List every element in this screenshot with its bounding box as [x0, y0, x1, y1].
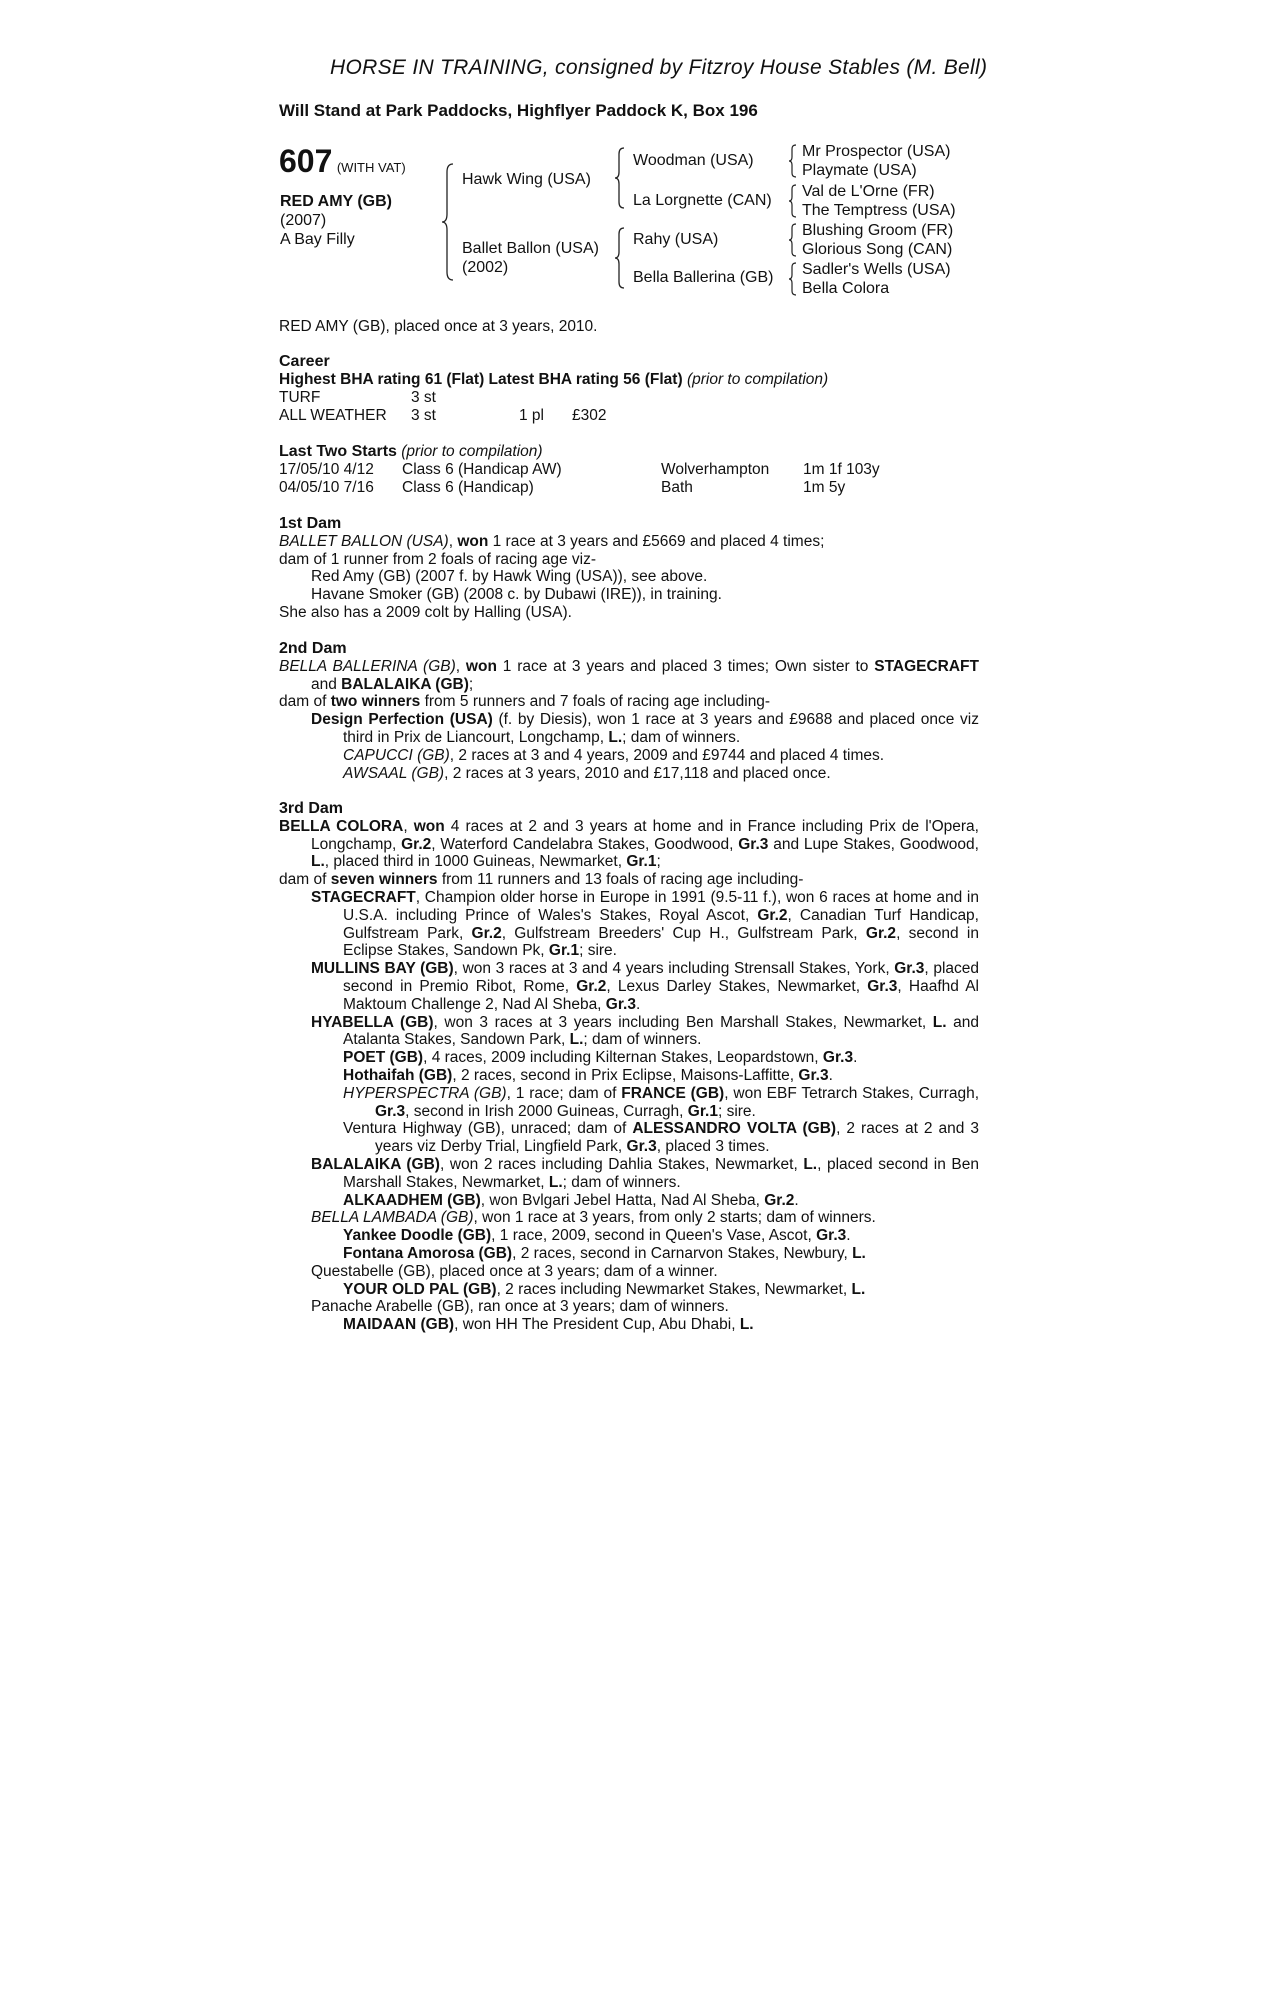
- record-text: , 2 races, second in Prix Eclipse, Maisons-Laffitte,: [452, 1066, 799, 1084]
- second-dam-heading: 2nd Dam: [279, 640, 347, 657]
- progeny-entry: [279, 1281, 979, 1299]
- progeny-entry: [311, 1156, 979, 1192]
- record-text: dam of: [279, 693, 331, 711]
- progeny-entry: [279, 1316, 979, 1334]
- grade-label: Gr.2: [865, 924, 897, 942]
- progeny-entry: [279, 1245, 979, 1263]
- consignor-header: HORSE IN TRAINING, consigned by Fitzroy House Stables (M. Bell): [330, 56, 988, 79]
- second-dam-section: [279, 640, 979, 782]
- career-section: [279, 353, 979, 389]
- grade-label: Gr.3: [867, 977, 898, 995]
- first-dam-heading: 1st Dam: [279, 515, 342, 532]
- horse-description: A Bay Filly: [280, 231, 355, 248]
- grade-label: L.: [851, 1280, 866, 1298]
- horse-info: [280, 192, 392, 249]
- career-prize: £302: [572, 406, 607, 424]
- progeny-entry: [279, 747, 979, 765]
- pedigree-sire-sire: Woodman (USA): [633, 152, 754, 169]
- grade-label: L.: [852, 1244, 866, 1262]
- progeny-entry: [279, 1067, 979, 1085]
- record-text: , 2 races including Newmarket Stakes, Newmarket,: [496, 1280, 852, 1298]
- first-dam-foal: Havane Smoker (GB) (2008 c. by Dubawi (IRE)), in training.: [311, 586, 722, 604]
- brace-ss: [788, 143, 798, 179]
- third-dam-heading: 3rd Dam: [279, 800, 344, 817]
- record-text: , 2 races, second in Carnarvon Stakes, Newbury,: [512, 1244, 853, 1262]
- record-text: ; dam of winners.: [583, 1031, 702, 1049]
- progeny-name: BELLA LAMBADA (GB): [311, 1209, 474, 1227]
- progeny-name: ALKAADHEM (GB): [343, 1191, 481, 1209]
- progeny-name: HYPERSPECTRA (GB): [343, 1084, 507, 1102]
- progeny-name: YOUR OLD PAL (GB): [343, 1280, 497, 1298]
- summary-text: RED AMY (GB), placed once at 3 years, 2010.: [279, 318, 598, 335]
- won-label: won: [457, 532, 489, 550]
- record-text: , 1 race; dam of: [506, 1084, 622, 1102]
- progeny-entry: [311, 1014, 979, 1050]
- record-text: (f. by Diesis), won 1 race at 3 years and £9688 and placed once viz third in Prix de Liancourt, Longchamp,: [343, 711, 979, 746]
- record-text: , won 2 races including Dahlia Stakes, Newmarket,: [439, 1155, 804, 1173]
- grade-label: Gr.3: [375, 1102, 406, 1120]
- record-text: and Lupe Stakes, Goodwood,: [768, 835, 979, 853]
- pedigree-sdd: The Temptress (USA): [802, 202, 956, 219]
- last-two-heading-line: [279, 443, 979, 461]
- third-dam-record: BELLA COLORA, won 4 races at 2 and 3 years at home and in France including Prix de l'Opera, Longchamp, Gr.2, Waterford Candelabra Stakes, Goodwood, Gr.3 and Lupe Stakes, Goodwood, L., placed third in 1000 Guineas, Newmarket, Gr.1;: [279, 817, 979, 871]
- progeny-name: MULLINS BAY (GB): [311, 960, 454, 978]
- record-text: , second in Eclipse Stakes, Sandown Pk,: [343, 924, 979, 960]
- record-text: , Waterford Candelabra Stakes, Goodwood,: [431, 835, 739, 853]
- record-text: ; sire.: [717, 1102, 756, 1120]
- record-text: , placed third in 1000 Guineas, Newmarket,: [324, 853, 627, 871]
- second-dam-produce: [279, 693, 979, 711]
- progeny-entry: [311, 889, 979, 960]
- record-text: , 2 races at 2 and 3 years viz Derby Trial, Lingfield Park,: [375, 1120, 979, 1156]
- bha-rating: [279, 371, 979, 389]
- brace-ss-shape: [788, 143, 798, 179]
- first-dam-note: She also has a 2009 colt by Halling (USA).: [279, 603, 572, 621]
- progeny-name: HYABELLA (GB): [311, 1013, 434, 1031]
- record-text: , won 3 races at 3 years including Ben Marshall Stakes, Newmarket,: [433, 1013, 933, 1031]
- record-text: ;: [656, 853, 661, 871]
- third-dam-name: BELLA COLORA: [279, 817, 404, 835]
- bha-rating-text: Highest BHA rating 61 (Flat) Latest BHA rating 56 (Flat): [279, 370, 683, 388]
- record-text: 1 race at 3 years and placed 3 times; Own sister to: [496, 657, 875, 675]
- progeny-name: STAGECRAFT: [311, 888, 416, 906]
- record-text: .: [794, 1191, 799, 1209]
- grade-label: Gr.3: [605, 995, 636, 1013]
- grade-label: L.: [803, 1155, 818, 1173]
- vat-note: (WITH VAT): [336, 160, 406, 175]
- record-text: .: [846, 1227, 851, 1245]
- brace-dam-shape: [614, 226, 626, 290]
- record-text: , won Bvlgari Jebel Hatta, Nad Al Sheba,: [480, 1191, 765, 1209]
- progeny-entry: [279, 1192, 979, 1210]
- record-text: , won 1 race at 3 years, from only 2 starts; dam of winners.: [473, 1209, 876, 1227]
- brace-sire: [614, 146, 626, 210]
- record-text: , placed second in Premio Ribot, Rome,: [343, 960, 979, 995]
- grade-label: Gr.2: [401, 835, 432, 853]
- pedigree-dam-sire: Rahy (USA): [633, 231, 719, 248]
- start-course: Bath: [661, 478, 693, 496]
- first-dam-name: BALLET BALLON (USA): [279, 532, 449, 550]
- pedigree-dsd: Glorious Song (CAN): [802, 241, 953, 258]
- record-text: ;: [468, 675, 474, 693]
- pedigree-dam: Ballet Ballon (USA): [462, 240, 599, 257]
- record-text: and Atalanta Stakes, Sandown Park,: [343, 1013, 979, 1049]
- record-text: , Gulfstream Breeders' Cup H., Gulfstream Park,: [501, 924, 866, 942]
- record-text: , won 3 races at 3 and 4 years including Strensall Stakes, York,: [453, 960, 895, 978]
- progeny-entry: [279, 1209, 979, 1227]
- brace-sd-shape: [788, 183, 798, 219]
- record-text: from 11 runners and 13 foals of racing age including-: [437, 871, 804, 889]
- grade-label: L.: [608, 728, 623, 746]
- brace-sd: [788, 183, 798, 219]
- record-text: 4 races at 2 and 3 years at home and in France including Prix de l'Opera, Longchamp,: [311, 817, 979, 853]
- brace-dam: [614, 226, 626, 290]
- lot-number: 607: [279, 143, 333, 179]
- start-distance: 1m 1f 103y: [803, 461, 880, 478]
- record-text: , placed second in Ben Marshall Stakes, Newmarket,: [343, 1155, 979, 1191]
- start-distance: 1m 5y: [803, 478, 846, 496]
- first-dam-section: [279, 515, 979, 622]
- career-surface: TURF: [279, 389, 321, 406]
- career-starts: 3 st: [411, 389, 436, 406]
- progeny-entry: [279, 1049, 979, 1067]
- record-text: ; sire.: [579, 942, 617, 960]
- third-dam-produce: [279, 871, 979, 889]
- record-text: .: [828, 1066, 833, 1084]
- first-dam-foal: Red Amy (GB) (2007 f. by Hawk Wing (USA)), see above.: [311, 568, 708, 586]
- last-two-section: [279, 443, 979, 461]
- brace-gen1: [441, 162, 455, 282]
- last-two-heading: Last Two Starts: [279, 443, 397, 460]
- progeny-name: FRANCE (GB): [621, 1084, 725, 1102]
- grade-label: Gr.2: [471, 924, 502, 942]
- grade-label: Gr.2: [576, 977, 607, 995]
- record-text: .: [635, 995, 641, 1013]
- third-dam-section: [279, 800, 979, 1334]
- progeny-name: Hothaifah (GB): [343, 1066, 453, 1084]
- progeny-entry: [343, 1120, 979, 1156]
- won-label: won: [413, 817, 445, 835]
- horse-year: (2007): [280, 212, 327, 229]
- grade-label: Gr.1: [687, 1102, 718, 1120]
- grade-label: Gr.3: [894, 960, 925, 978]
- sibling-name: STAGECRAFT: [874, 657, 979, 675]
- record-text: , 2 races at 3 and 4 years, 2009 and £9744 and placed 4 times.: [449, 746, 885, 764]
- last-two-note: (prior to compilation): [401, 443, 543, 460]
- grade-label: L.: [739, 1316, 754, 1334]
- pedigree-sss: Mr Prospector (USA): [802, 143, 951, 160]
- record-text: .: [853, 1049, 858, 1067]
- first-dam-record: BALLET BALLON (USA), won 1 race at 3 years and £5669 and placed 4 times;: [279, 532, 825, 550]
- career-surface: ALL WEATHER: [279, 406, 387, 424]
- start-course: Wolverhampton: [661, 461, 770, 478]
- pedigree-dam-dam: Bella Ballerina (GB): [633, 269, 774, 286]
- record-text: , won EBF Tetrarch Stakes, Curragh,: [724, 1084, 980, 1102]
- record-text: , won HH The President Cup, Abu Dhabi,: [454, 1316, 740, 1334]
- record-text: and: [311, 675, 342, 693]
- brace-dd-shape: [788, 261, 798, 297]
- brace-ds-shape: [788, 222, 798, 258]
- progeny-name: POET (GB): [343, 1049, 424, 1067]
- race-summary: [279, 318, 979, 336]
- grade-label: Gr.3: [738, 835, 769, 853]
- grade-label: L.: [311, 853, 325, 871]
- start-class: Class 6 (Handicap): [402, 478, 534, 496]
- progeny-name: ALESSANDRO VOLTA (GB): [632, 1120, 837, 1138]
- progeny-entry: [343, 1085, 979, 1121]
- record-text: , second in Irish 2000 Guineas, Curragh,: [405, 1102, 688, 1120]
- grade-label: Gr.1: [626, 853, 657, 871]
- start-class: Class 6 (Handicap AW): [402, 461, 562, 478]
- start-date-pos: 04/05/10 7/16: [279, 478, 374, 496]
- grade-label: Gr.2: [757, 906, 788, 924]
- record-text: , 2 races at 3 years, 2010 and £17,118 and placed once.: [444, 764, 831, 782]
- record-text: , Lexus Darley Stakes, Newmarket,: [606, 977, 868, 995]
- pedigree-sire: Hawk Wing (USA): [462, 171, 591, 188]
- progeny-entry: [311, 711, 979, 747]
- progeny-name: Fontana Amorosa (GB): [343, 1244, 513, 1262]
- record-text: , placed 3 times.: [656, 1138, 770, 1156]
- won-label: won: [465, 657, 497, 675]
- pedigree-ssd: Playmate (USA): [802, 162, 917, 179]
- career-starts: 3 st: [411, 406, 436, 424]
- pedigree-sire-dam: La Lorgnette (CAN): [633, 192, 772, 209]
- progeny-entry: Panache Arabelle (GB), ran once at 3 years; dam of winners.: [311, 1298, 729, 1316]
- start-date-pos: 17/05/10 4/12: [279, 461, 374, 478]
- record-text: ; dam of winners.: [562, 1173, 681, 1191]
- career-placed: 1 pl: [519, 406, 544, 424]
- career-heading: Career: [279, 353, 330, 370]
- progeny-entry: [279, 765, 979, 783]
- winners-count: seven winners: [330, 871, 438, 889]
- record-text: , 4 races, 2009 including Kilternan Stakes, Leopardstown,: [423, 1049, 823, 1067]
- first-dam-text: 1 race at 3 years and £5669 and placed 4 times;: [488, 532, 825, 550]
- progeny-entry: [311, 960, 979, 1013]
- progeny-entry: Questabelle (GB), placed once at 3 years; dam of a winner.: [311, 1262, 718, 1280]
- record-text: dam of: [279, 871, 331, 889]
- progeny-entry: [279, 1227, 979, 1245]
- record-text: , 1 race, 2009, second in Queen's Vase, Ascot,: [491, 1227, 817, 1245]
- brace-sire-shape: [614, 146, 626, 210]
- grade-label: L.: [932, 1013, 947, 1031]
- progeny-name: Design Perfection (USA): [311, 711, 493, 729]
- pedigree-ddd: Bella Colora: [802, 280, 890, 297]
- grade-label: Gr.1: [548, 942, 580, 960]
- second-dam-name: BELLA BALLERINA (GB): [279, 657, 456, 675]
- lot-number-block: [279, 143, 406, 180]
- record-text: from 5 runners and 7 foals of racing age including-: [420, 693, 771, 711]
- brace-gen1-shape: [441, 162, 455, 282]
- sibling-name: BALALAIKA (GB): [341, 675, 469, 693]
- grade-label: Gr.3: [798, 1066, 829, 1084]
- grade-label: Gr.3: [626, 1138, 657, 1156]
- brace-dd: [788, 261, 798, 297]
- grade-label: Gr.3: [816, 1227, 847, 1245]
- record-text: , Canadian Turf Handicap, Gulfstream Park,: [343, 906, 979, 942]
- pedigree-dss: Blushing Groom (FR): [802, 222, 954, 239]
- first-dam-produce: dam of 1 runner from 2 foals of racing age viz-: [279, 550, 597, 568]
- stand-location: Will Stand at Park Paddocks, Highflyer Paddock K, Box 196: [279, 101, 758, 120]
- grade-label: Gr.2: [764, 1191, 795, 1209]
- pedigree-dds: Sadler's Wells (USA): [802, 261, 951, 278]
- progeny-name: Yankee Doodle (GB): [343, 1227, 492, 1245]
- record-text: , Haafhd Al Maktoum Challenge 2, Nad Al Sheba,: [343, 977, 979, 1013]
- progeny-name: AWSAAL (GB): [343, 764, 445, 782]
- progeny-name: CAPUCCI (GB): [343, 746, 450, 764]
- record-text: , Champion older horse in Europe in 1991 (9.5-11 f.), won 6 races at home and in U.S.A. including Prince of Wales's Stakes, Royal Ascot,: [343, 888, 979, 924]
- pedigree-dam-year: (2002): [462, 259, 509, 276]
- record-text: Ventura Highway (GB), unraced; dam of: [343, 1120, 633, 1138]
- progeny-name: MAIDAAN (GB): [343, 1316, 455, 1334]
- grade-label: Gr.3: [822, 1049, 854, 1067]
- progeny-name: BALALAIKA (GB): [311, 1155, 440, 1173]
- brace-ds: [788, 222, 798, 258]
- winners-count: two winners: [330, 693, 421, 711]
- grade-label: L.: [548, 1173, 563, 1191]
- record-text: ; dam of winners.: [622, 728, 741, 746]
- pedigree-sds: Val de L'Orne (FR): [802, 183, 935, 200]
- horse-name: RED AMY (GB): [280, 193, 392, 210]
- second-dam-record: BELLA BALLERINA (GB), won 1 race at 3 years and placed 3 times; Own sister to STAGECRAFT and BALALAIKA (GB);: [279, 657, 979, 693]
- grade-label: L.: [569, 1031, 584, 1049]
- bha-rating-note: (prior to compilation): [686, 370, 829, 388]
